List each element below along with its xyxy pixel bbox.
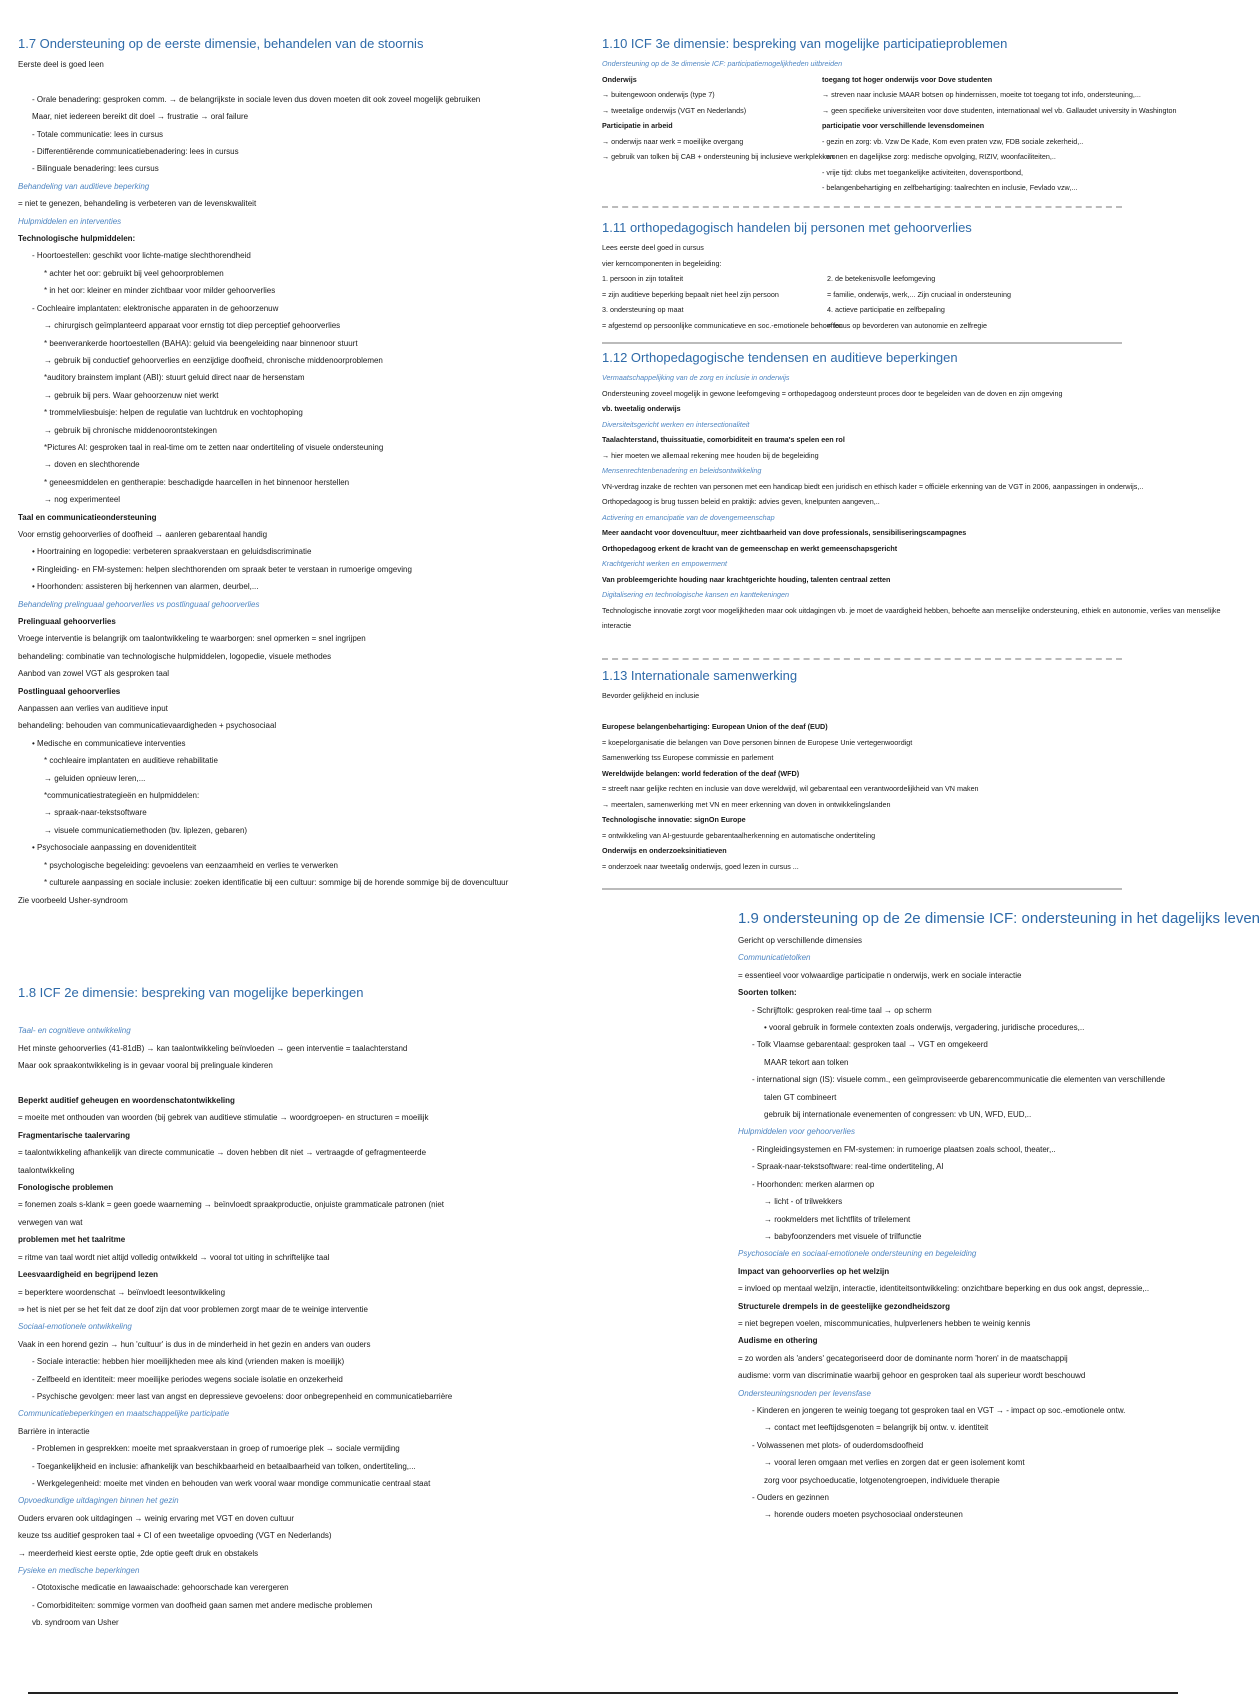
text-line: behandeling: combinatie van technologische hulpmiddelen, logopedie, visuele methodes bbox=[18, 651, 332, 661]
text-line: • Medische en communicatieve interventies bbox=[32, 738, 186, 748]
section-1-7 bbox=[18, 36, 509, 936]
text-line: * culturele aanpassing en sociale inclusie: zoeken identificatie bij een cultuur: sommige bij de horende sommige bij de dovencultuur bbox=[44, 878, 509, 888]
bold-line: participatie voor verschillende levensdomeinen bbox=[822, 121, 985, 130]
text-line: Vroege interventie is belangrijk om taalontwikkeling te waarborgen: snel opmerken = snel ingrijpen bbox=[18, 634, 366, 644]
text-line: 3. ondersteuning op maat bbox=[602, 305, 684, 314]
text-line: → doven en slechthorende bbox=[44, 460, 140, 470]
section-title: 1.9 ondersteuning op de 2e dimensie ICF: ondersteuning in het dagelijks leven bbox=[738, 910, 1260, 927]
section-1-11 bbox=[602, 220, 1162, 345]
bold-line: Taalachterstand, thuissituatie, comorbiditeit en trauma's spelen een rol bbox=[602, 435, 845, 444]
text-line: → licht - of trilwekkers bbox=[764, 1197, 843, 1207]
text-line: → gebruik bij conductief gehoorverlies en eenzijdige doofheid, chronische middenoorproblemen bbox=[44, 355, 383, 365]
text-line: - Totale communicatie: lees in cursus bbox=[32, 129, 164, 139]
text-line: Aanpassen aan verlies van auditieve input bbox=[18, 704, 168, 714]
text-line: = invloed op mentaal welzijn, interactie, identiteitsontwikkeling: onzichtbare beperking en dus ook angst, depressie,.. bbox=[738, 1284, 1150, 1294]
text-line: → geluiden opnieuw leren,... bbox=[44, 773, 146, 783]
subheading: Behandeling van auditieve beperking bbox=[18, 181, 150, 191]
text-line: *Pictures AI: gesproken taal in real-time om te zetten naar ondertiteling of visuele ondersteuning bbox=[44, 442, 384, 452]
text-line: gebruik bij internationale evenementen of congressen: vb UN, WFD, EUD,.. bbox=[764, 1110, 1032, 1120]
bold-line: Postlinguaal gehoorverlies bbox=[18, 686, 121, 696]
text-line: - Zelfbeeld en identiteit: meer moeilijke periodes wegens sociale isolatie en onzekerheid bbox=[32, 1374, 343, 1384]
section-title: 1.8 ICF 2e dimensie: bespreking van mogelijke beperkingen bbox=[18, 985, 364, 1000]
text-line: * geneesmiddelen en gentherapie: beschadigde haarcellen in het binnenoor herstellen bbox=[44, 477, 350, 487]
text-line: Lees eerste deel goed in cursus bbox=[602, 243, 704, 252]
text-line: Aanbod van zowel VGT als gesproken taal bbox=[18, 669, 170, 679]
bold-line: Fonologische problemen bbox=[18, 1183, 114, 1193]
bold-line: Onderwijs bbox=[602, 74, 637, 84]
text-line: = ontwikkeling van AI-gestuurde gebarentaalherkenning en automatische ondertiteling bbox=[602, 830, 876, 840]
subheading: Communicatiebeperkingen en maatschappelijke participatie bbox=[18, 1409, 230, 1419]
text-line: → horende ouders moeten psychosociaal ondersteunen bbox=[764, 1510, 963, 1520]
subheading: Behandeling prelinguaal gehoorverlies vs postlinguaal gehoorverlies bbox=[18, 599, 260, 609]
text-line: • Hoorhonden: assisteren bij herkennen van alarmen, deurbel,... bbox=[32, 582, 259, 592]
text-line: - vrije tijd: clubs met toegankelijke activiteiten, dovensportbond, bbox=[822, 167, 1023, 177]
text-line: * cochleaire implantaten en auditieve rehabilitatie bbox=[44, 756, 218, 766]
subheading: Fysieke en medische beperkingen bbox=[18, 1566, 140, 1575]
text-line: = koepelorganisatie die belangen van Dove personen binnen de Europese Unie vertegenwoordigt bbox=[602, 737, 913, 747]
text-line: Het minste gehoorverlies (41-81dB) → kan taalontwikkeling beïnvloeden → geen interventie = taalachterstand bbox=[18, 1043, 408, 1053]
text-line: = onderzoek naar tweetalig onderwijs, goed lezen in cursus ... bbox=[602, 861, 799, 871]
text-line bbox=[18, 1075, 458, 1092]
text-line: *auditory brainstem implant (ABI): stuurt geluid direct naar de hersenstam bbox=[44, 373, 305, 383]
bold-line: Participatie in arbeid bbox=[602, 121, 673, 130]
text-line: Ondersteuning zoveel mogelijk in gewone leefomgeving = orthopedagoog ondersteunt proces door te begeleiden van de doven en zijn omgeving bbox=[602, 388, 1063, 398]
text-line bbox=[18, 73, 458, 90]
text-line: talen GT combineert bbox=[764, 1092, 837, 1102]
text-line: Orthopedagoog is brug tussen beleid en praktijk: advies geven, knelpunten aangeven,.. bbox=[602, 497, 880, 506]
text-line: = zo worden als 'anders' gecategoriseerd door de dominante norm 'horen' in de maatschappij bbox=[738, 1353, 1068, 1363]
text-line: - Psychische gevolgen: meer last van angst en depressieve gevoelens: door onbegrepenheid en communicatiebarrière bbox=[32, 1391, 453, 1401]
text-line: Maar ook spraakontwikkeling is in gevaar vooral bij prelinguale kinderen bbox=[18, 1061, 273, 1071]
text-line: Ouders ervaren ook uitdagingen → weinig ervaring met VGT en doven cultuur bbox=[18, 1513, 295, 1523]
text-line: → visuele communicatiemethoden (bv. liplezen, gebaren) bbox=[44, 825, 248, 835]
text-line: * beenverankerde hoortoestellen (BAHA): geluid via beengeleiding naar binnenoor stuurt bbox=[44, 338, 358, 348]
section-divider bbox=[602, 206, 1122, 208]
text-line: Eerste deel is goed leen bbox=[18, 60, 104, 69]
text-line: - Comorbiditeiten: sommige vormen van doofheid gaan samen met andere medische problemen bbox=[32, 1600, 373, 1610]
bold-line: problemen met het taalritme bbox=[18, 1235, 126, 1245]
text-line: ⇒ het is niet per se het feit dat ze doof zijn dat voor problemen zorgt maar de te weinige interventie bbox=[18, 1304, 369, 1314]
text-line: - Spraak-naar-tekstsoftware: real-time ondertiteling, AI bbox=[752, 1162, 944, 1172]
text-line: Maar, niet iedereen bereikt dit doel → frustratie → oral failure bbox=[32, 112, 249, 122]
text-line: - gezin en zorg: vb. Vzw De Kade, Kom even praten vzw, FDB sociale zekerheid,.. bbox=[822, 136, 1084, 146]
text-line: - Hoorhonden: merken alarmen op bbox=[752, 1179, 875, 1189]
text-line: 2. de betekenisvolle leefomgeving bbox=[827, 274, 936, 283]
text-line: - Ototoxische medicatie en lawaaischade: gehoorschade kan verergeren bbox=[32, 1583, 289, 1593]
text-line: 1. persoon in zijn totaliteit bbox=[602, 274, 684, 283]
text-line: Barrière in interactie bbox=[18, 1426, 90, 1436]
section-title: 1.12 Orthopedagogische tendensen en auditieve beperkingen bbox=[602, 350, 958, 365]
text-line: 4. actieve participatie en zelfbepaling bbox=[827, 305, 945, 314]
section-title: 1.10 ICF 3e dimensie: bespreking van mogelijke participatieproblemen bbox=[602, 36, 1008, 51]
text-line: zorg voor psychoeducatie, lotgenotengroepen, individuele therapie bbox=[764, 1475, 1000, 1485]
section-1-8 bbox=[18, 985, 458, 1685]
subheading: Psychosociale en sociaal-emotionele ondersteuning en begeleiding bbox=[738, 1249, 977, 1259]
text-line: • Ringleiding- en FM-systemen: helpen slechthorenden om spraak beter te verstaan in rumoerige omgeving bbox=[32, 564, 412, 574]
bold-line: Leesvaardigheid en begrijpend lezen bbox=[18, 1270, 159, 1280]
bold-line: Meer aandacht voor dovencultuur, meer zichtbaarheid van dove professionals, sensibiliseringscampagnes bbox=[602, 528, 967, 537]
text-line: • Psychosociale aanpassing en dovenidentiteit bbox=[32, 843, 197, 853]
section-1-13 bbox=[602, 668, 1162, 888]
text-line: VN-verdrag inzake de rechten van personen met een handicap biedt een juridisch en ethisch kader = officiële erkenning van de VGT in 2006, aanpassingen in onderwijs,.. bbox=[602, 481, 1144, 491]
text-line: *communicatiestrategieën en hulpmiddelen: bbox=[44, 791, 200, 801]
page-bottom-rule bbox=[28, 1692, 1178, 1694]
text-line: Gericht op verschillende dimensies bbox=[738, 936, 863, 945]
bold-line: Van probleemgerichte houding naar krachtgerichte houding, talenten centraal zetten bbox=[602, 574, 891, 584]
text-line: audisme: vorm van discriminatie waarbij gehoor en gesproken taal als superieur wordt beschouwd bbox=[738, 1371, 1086, 1381]
subheading: Opvoedkundige uitdagingen binnen het gezin bbox=[18, 1496, 179, 1506]
text-line: • Hoortraining en logopedie: verbeteren spraakverstaan en geluidsdiscriminatie bbox=[32, 547, 312, 557]
bold-line: Impact van gehoorverlies op het welzijn bbox=[738, 1266, 890, 1276]
subheading: Activering en emancipatie van de dovengemeenschap bbox=[602, 512, 775, 522]
text-line: → meerderheid kiest eerste optie, 2de optie geeft druk en obstakels bbox=[18, 1548, 259, 1558]
text-line: Voor ernstig gehoorverlies of doofheid → aanleren gebarentaal handig bbox=[18, 529, 268, 539]
text-line: - international sign (IS): visuele comm., een geïmproviseerde gebarencommunicatie die elementen van verschillende bbox=[752, 1075, 1166, 1085]
text-line: interactie bbox=[602, 621, 632, 630]
text-line: → vooral leren omgaan met verlies en zorgen dat er geen isolement komt bbox=[764, 1458, 1025, 1468]
text-line: → nog experimenteel bbox=[44, 495, 121, 505]
text-line: → gebruik van tolken bij CAB + ondersteuning bij inclusieve werkplekken bbox=[602, 152, 834, 161]
text-line: * psychologische begeleiding: gevoelens van eenzaamheid en verlies te verwerken bbox=[44, 860, 338, 870]
bold-line: Technologische innovatie: signOn Europe bbox=[602, 815, 746, 824]
text-line: → babyfoonzenders met visuele of trilfunctie bbox=[764, 1231, 922, 1241]
text-line: → gebruik bij pers. Waar gehoorzenuw niet werkt bbox=[44, 390, 219, 400]
text-line: - Schrijftolk: gesproken real-time taal → op scherm bbox=[752, 1005, 932, 1015]
text-line: = zijn auditieve beperking bepaalt niet heel zijn persoon bbox=[602, 289, 779, 299]
bold-line: Technologische hulpmiddelen: bbox=[18, 234, 136, 244]
text-line: - Tolk Vlaamse gebarentaal: gesproken taal → VGT en omgekeerd bbox=[752, 1040, 988, 1050]
bold-line: Prelinguaal gehoorverlies bbox=[18, 617, 116, 626]
section-subtitle: Ondersteuning op de 3e dimensie ICF: participatiemogelijkheden uitbreiden bbox=[602, 59, 843, 68]
text-line: - Ringleidingsystemen en FM-systemen: in rumoerige plaatsen zoals school, theater,.. bbox=[752, 1144, 1056, 1154]
text-line: - belangenbehartiging en zelfbehartiging: taalrechten en inclusie, Fevlado vzw,... bbox=[822, 183, 1078, 192]
text-line: verwegen van wat bbox=[18, 1217, 83, 1227]
text-line: - Toegankelijkheid en inclusie: afhankelijk van beschikbaarheid en betaalbaarheid van tolken, ondertiteling,... bbox=[32, 1461, 416, 1471]
subheading: Hulpmiddelen en interventies bbox=[18, 216, 122, 226]
subheading: Sociaal-emotionele ontwikkeling bbox=[18, 1322, 132, 1332]
text-line bbox=[602, 704, 1162, 720]
text-line: - Ouders en gezinnen bbox=[752, 1493, 829, 1502]
text-line: - Problemen in gesprekken: moeite met spraakverstaan in groep of rumoerige plek → sociale vermijding bbox=[32, 1444, 400, 1454]
text-line: = beperktere woordenschat → beïnvloedt leesontwikkeling bbox=[18, 1287, 226, 1297]
subheading: Digitalisering en technologische kansen en kanttekeningen bbox=[602, 590, 790, 599]
bold-line: Europese belangenbehartiging: European Union of the deaf (EUD) bbox=[602, 722, 828, 731]
text-line bbox=[18, 1005, 458, 1022]
text-line: = essentieel voor volwaardige participatie n onderwijs, werk en sociale interactie bbox=[738, 970, 1022, 980]
section-divider bbox=[602, 342, 1122, 344]
text-line: MAAR tekort aan tolken bbox=[764, 1057, 849, 1067]
text-line: - Differentiërende communicatiebenadering: lees in cursus bbox=[32, 147, 239, 157]
subheading: Taal- en cognitieve ontwikkeling bbox=[18, 1026, 131, 1036]
text-line: - Werkgelegenheid: moeite met vinden en behouden van werk vooral waar mondige communicatie centraal staat bbox=[32, 1478, 431, 1488]
text-line: Zie voorbeeld Usher-syndroom bbox=[18, 895, 128, 905]
section-title: 1.7 Ondersteuning op de eerste dimensie, behandelen van de stoornis bbox=[18, 36, 424, 51]
text-line: → onderwijs naar werk = moeilijke overgang bbox=[602, 136, 744, 146]
text-line: - Bilinguale benadering: lees cursus bbox=[32, 164, 159, 174]
text-line: keuze tss auditief gesproken taal + CI of een tweetalige opvoeding (VGT en Nederlands) bbox=[18, 1531, 332, 1541]
bold-line: Beperkt auditief geheugen en woordenschatontwikkeling bbox=[18, 1096, 235, 1106]
subheading: Mensenrechtenbenadering en beleidsontwikkeling bbox=[602, 466, 762, 475]
subheading: Ondersteuningsnoden per levensfase bbox=[738, 1388, 871, 1398]
section-title: 1.13 Internationale samenwerking bbox=[602, 668, 798, 683]
text-line: behandeling: behouden van communicatievaardigheden + psychosociaal bbox=[18, 721, 277, 731]
text-line: - wonen en dagelijkse zorg: medische opvolging, RIZIV, woonfaciliteiten,.. bbox=[822, 152, 1056, 161]
text-line: = afgestemd op persoonlijke communicatieve en soc.-emotionele behoeften bbox=[602, 320, 843, 330]
subheading: Vermaatschappelijking van de zorg en inclusie in onderwijs bbox=[602, 373, 790, 382]
text-line: Technologische innovatie zorgt voor mogelijkheden maar ook uitdagingen vb. je moet de vaardigheid hebben, behoefte aan menselijke ondersteuning, ethiek en autonomie, verlies van menselijke bbox=[602, 605, 1221, 615]
bold-line: toegang tot hoger onderwijs voor Dove studenten bbox=[822, 74, 993, 84]
subheading: Krachtgericht werken en empowerment bbox=[602, 559, 728, 568]
text-line: vb. syndroom van Usher bbox=[32, 1618, 119, 1628]
text-line: - Hoortoestellen: geschikt voor lichte-matige slechthorendheid bbox=[32, 251, 251, 261]
bold-line: Soorten tolken: bbox=[738, 988, 797, 998]
bold-line: vb. tweetalig onderwijs bbox=[602, 404, 681, 413]
text-line: Vaak in een horend gezin → hun 'cultuur' is dus in de minderheid in het gezin en anders van ouders bbox=[18, 1339, 371, 1349]
text-line: - Kinderen en jongeren te weinig toegang tot gesproken taal en VGT → - impact op soc.-emotionele ontw. bbox=[752, 1405, 1126, 1415]
text-line: = familie, onderwijs, werk,... Zijn cruciaal in ondersteuning bbox=[827, 289, 1011, 299]
bold-line: Taal en communicatieondersteuning bbox=[18, 512, 157, 522]
text-line: → spraak-naar-tekstsoftware bbox=[44, 808, 147, 818]
text-line: → meertalen, samenwerking met VN en meer erkenning van doven in ontwikkelingslanden bbox=[602, 799, 891, 809]
text-line: → geen specifieke universiteiten voor dove studenten, internationaal wel vb. Gallaudet university in Washington bbox=[822, 105, 1177, 115]
text-line: - Volwassenen met plots- of ouderdomsdoofheid bbox=[752, 1440, 924, 1450]
text-line: - Cochleaire implantaten: elektronische apparaten in de gehoorzenuw bbox=[32, 303, 279, 313]
text-line: vier kerncomponenten in begeleiding: bbox=[602, 258, 722, 268]
section-divider bbox=[602, 658, 1122, 660]
text-line: → contact met leeftijdsgenoten = belangrijk bij ontw. v. identiteit bbox=[764, 1423, 989, 1433]
text-line: → streven naar inclusie MAAR botsen op hindernissen, moeite tot toegang tot info, ondersteuning,... bbox=[822, 90, 1141, 99]
text-line: * in het oor: kleiner en minder zichtbaar voor milder gehoorverlies bbox=[44, 286, 276, 296]
text-line: * trommelvliesbuisje: helpen de regulatie van luchtdruk en vochtophoping bbox=[44, 408, 303, 418]
text-line: → buitengewoon onderwijs (type 7) bbox=[602, 90, 715, 99]
text-line: * achter het oor: gebruikt bij veel gehoorproblemen bbox=[44, 268, 224, 278]
bold-line: Structurele drempels in de geestelijke gezondheidszorg bbox=[738, 1301, 951, 1311]
text-line: = focus op bevorderen van autonomie en zelfregie bbox=[827, 320, 988, 330]
subheading: Communicatietolken bbox=[738, 953, 811, 963]
section-title: 1.11 orthopedagogisch handelen bij personen met gehoorverlies bbox=[602, 220, 972, 235]
text-line: = moeite met onthouden van woorden (bij gebrek van auditieve stimulatie → woordgroepen- en structuren = moeilijk bbox=[18, 1113, 429, 1123]
subheading: Diversiteitsgericht werken en intersectionaliteit bbox=[602, 419, 750, 429]
text-line: = ritme van taal wordt niet altijd volledig ontwikkeld → vooral tot uiting in schriftelijke taal bbox=[18, 1252, 330, 1262]
text-line: - Orale benadering: gesproken comm. → de belangrijkste in sociale leven dus doven moeten dit ook zoveel mogelijk gebruiken bbox=[32, 94, 481, 104]
section-1-10 bbox=[602, 36, 1177, 206]
text-line: → chirurgisch geïmplanteerd apparaat voor ernstig tot diep perceptief gehoorverlies bbox=[44, 321, 341, 331]
section-1-12 bbox=[602, 350, 1221, 655]
section-divider bbox=[602, 888, 1122, 890]
text-line: = niet te genezen, behandeling is verbeteren van de levenskwaliteit bbox=[18, 199, 257, 209]
section-1-9 bbox=[738, 910, 1260, 1670]
bold-line: Audisme en othering bbox=[738, 1336, 818, 1346]
bold-line: Onderwijs en onderzoeksinitiatieven bbox=[602, 846, 727, 855]
subheading: Hulpmiddelen voor gehoorverlies bbox=[738, 1127, 855, 1137]
text-line: Bevorder gelijkheid en inclusie bbox=[602, 691, 700, 700]
text-line: → gebruik bij chronische middenoorontstekingen bbox=[44, 425, 217, 435]
text-line: = niet begrepen voelen, miscommunicaties, hulpverleners hebben te weinig kennis bbox=[738, 1318, 1031, 1328]
text-line: taalontwikkeling bbox=[18, 1165, 75, 1175]
text-line: • vooral gebruik in formele contexten zoals onderwijs, vergadering, juridische procedures,.. bbox=[764, 1023, 1085, 1033]
text-line: = fonemen zoals s-klank = geen goede waarneming → beïnvloedt spraakproductie, onjuiste grammaticale patronen (niet bbox=[18, 1200, 445, 1210]
bold-line: Wereldwijde belangen: world federation of the deaf (WFD) bbox=[602, 768, 800, 778]
text-line: = taalontwikkeling afhankelijk van directe communicatie → doven hebben dit niet → vertraagde of gefragmenteerde bbox=[18, 1148, 427, 1158]
text-line: Samenwerking tss Europese commissie en parlement bbox=[602, 753, 774, 762]
text-line: → tweetalige onderwijs (VGT en Nederlands) bbox=[602, 105, 747, 115]
text-line: = streeft naar gelijke rechten en inclusie van dove wereldwijd, wil gebarentaal een verantwoordelijkheid van VN maken bbox=[602, 784, 979, 793]
bold-line: Orthopedagoog erkent de kracht van de gemeenschap en werkt gemeenschapsgericht bbox=[602, 543, 898, 553]
bold-line: Fragmentarische taalervaring bbox=[18, 1130, 131, 1140]
text-line: → rookmelders met lichtflits of trilelement bbox=[764, 1214, 911, 1224]
text-line: - Sociale interactie: hebben hier moeilijkheden mee als kind (vrienden maken is moeilijk) bbox=[32, 1357, 345, 1367]
text-line: → hier moeten we allemaal rekening mee houden bij de begeleiding bbox=[602, 450, 819, 460]
